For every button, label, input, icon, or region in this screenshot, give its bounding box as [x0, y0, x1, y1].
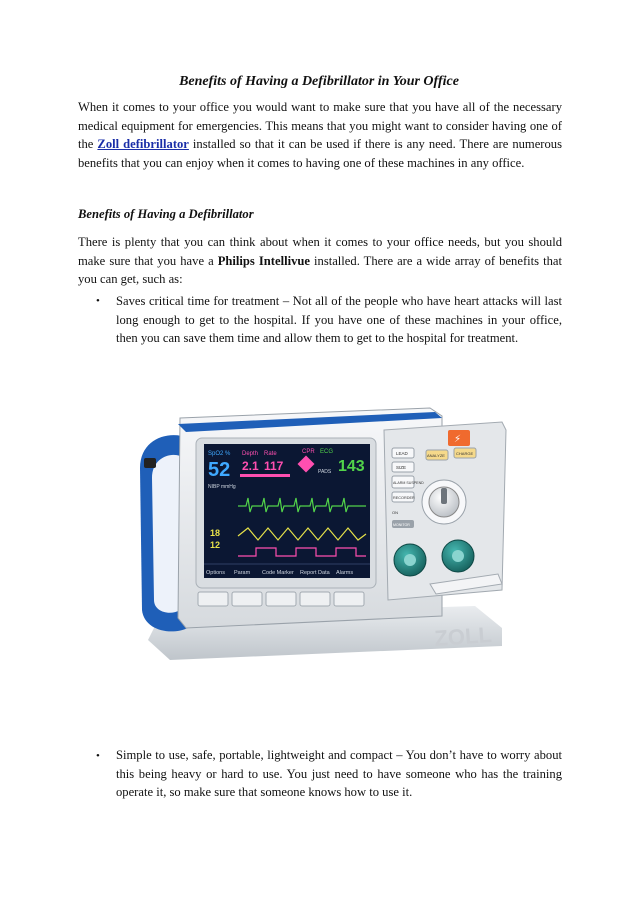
depth-label: Depth	[242, 451, 259, 457]
zoll-defibrillator-link[interactable]: Zoll defibrillator	[97, 137, 189, 152]
intro-text-start: When it comes to your office you would want to make sure that you have all of the necessary medical equipment for emergencies. This means that you might want to consider having one of the	[78, 100, 562, 152]
softkey-param: Param	[234, 570, 251, 576]
size-button-label: SIZE	[396, 465, 407, 470]
svg-text:⚡: ⚡	[454, 434, 462, 445]
document-title: Benefits of Having a Defibrillator in Your Office	[179, 74, 459, 89]
defibrillator-image	[130, 378, 520, 668]
nibp-label: NIBP mmHg	[208, 484, 236, 490]
spo2-value: 52	[208, 459, 231, 481]
ecg-label: ECG	[320, 449, 334, 455]
depth-value: 2.1	[242, 459, 259, 473]
analyze-button-label: ANALYZE	[427, 453, 445, 458]
spo2-label: SpO2 %	[208, 451, 231, 457]
softkey-report-data: Report Data	[300, 570, 330, 576]
pads-label: PADS	[318, 469, 332, 475]
handle-latch	[144, 458, 156, 468]
dial-monitor-label: MONITOR	[393, 523, 410, 527]
philips-intellivue-term: Philips Intellivue	[217, 253, 310, 268]
heart-rate-value: 143	[338, 458, 365, 475]
cpr-label: CPR	[302, 449, 315, 455]
section-text-start: There is plenty that you can think about when it comes to your office needs, but you should make sure that you have a	[78, 235, 562, 268]
rate-value: 117	[264, 459, 284, 473]
softkey-code-marker: Code Marker	[262, 570, 294, 576]
section-heading: Benefits of Having a Defibrillator	[78, 207, 254, 221]
intro-text-end: installed so that it can be used if there is any need. There are numerous benefits that you can enjoy when it comes to having one of these machines in any office.	[78, 137, 562, 170]
softkey-options: Options	[206, 570, 225, 576]
section-text-end: installed. There are a wide array of benefits that you can get, such as:	[78, 253, 562, 287]
recorder-button-label: RECORDER	[393, 496, 415, 500]
intro-paragraph	[78, 98, 562, 172]
bullet-item-1: Saves critical time for treatment – Not all of the people who have heart attacks will last long enough to get to the hospital. If you have one of these machines in your office, then you can save them time and allow them to get to the hospital for treatment.	[116, 294, 562, 346]
section-paragraph	[78, 233, 562, 289]
alarm-suspend-label: ALARM SUSPEND	[393, 481, 424, 485]
lower-value-1: 18	[210, 528, 221, 538]
softkey-alarms: Alarms	[336, 570, 354, 576]
charge-button-label: CHARGE	[456, 451, 474, 456]
dial-on-label: ON	[392, 510, 398, 515]
rate-label: Rate	[264, 451, 277, 457]
brand-embossed: ZOLL	[433, 622, 493, 651]
lower-value-2: 12	[210, 540, 221, 550]
softkey-buttons	[198, 592, 364, 606]
bullet-marker: •	[96, 750, 100, 762]
lead-button-label: LEAD	[396, 451, 408, 456]
bullet-marker: •	[96, 295, 100, 307]
bullet-item-2: Simple to use, safe, portable, lightweight and compact – You don’t have to worry about this being heavy or hard to use. You just need to have someone who has the training operate it, so make sure that someone knows how to use it.	[116, 748, 562, 800]
